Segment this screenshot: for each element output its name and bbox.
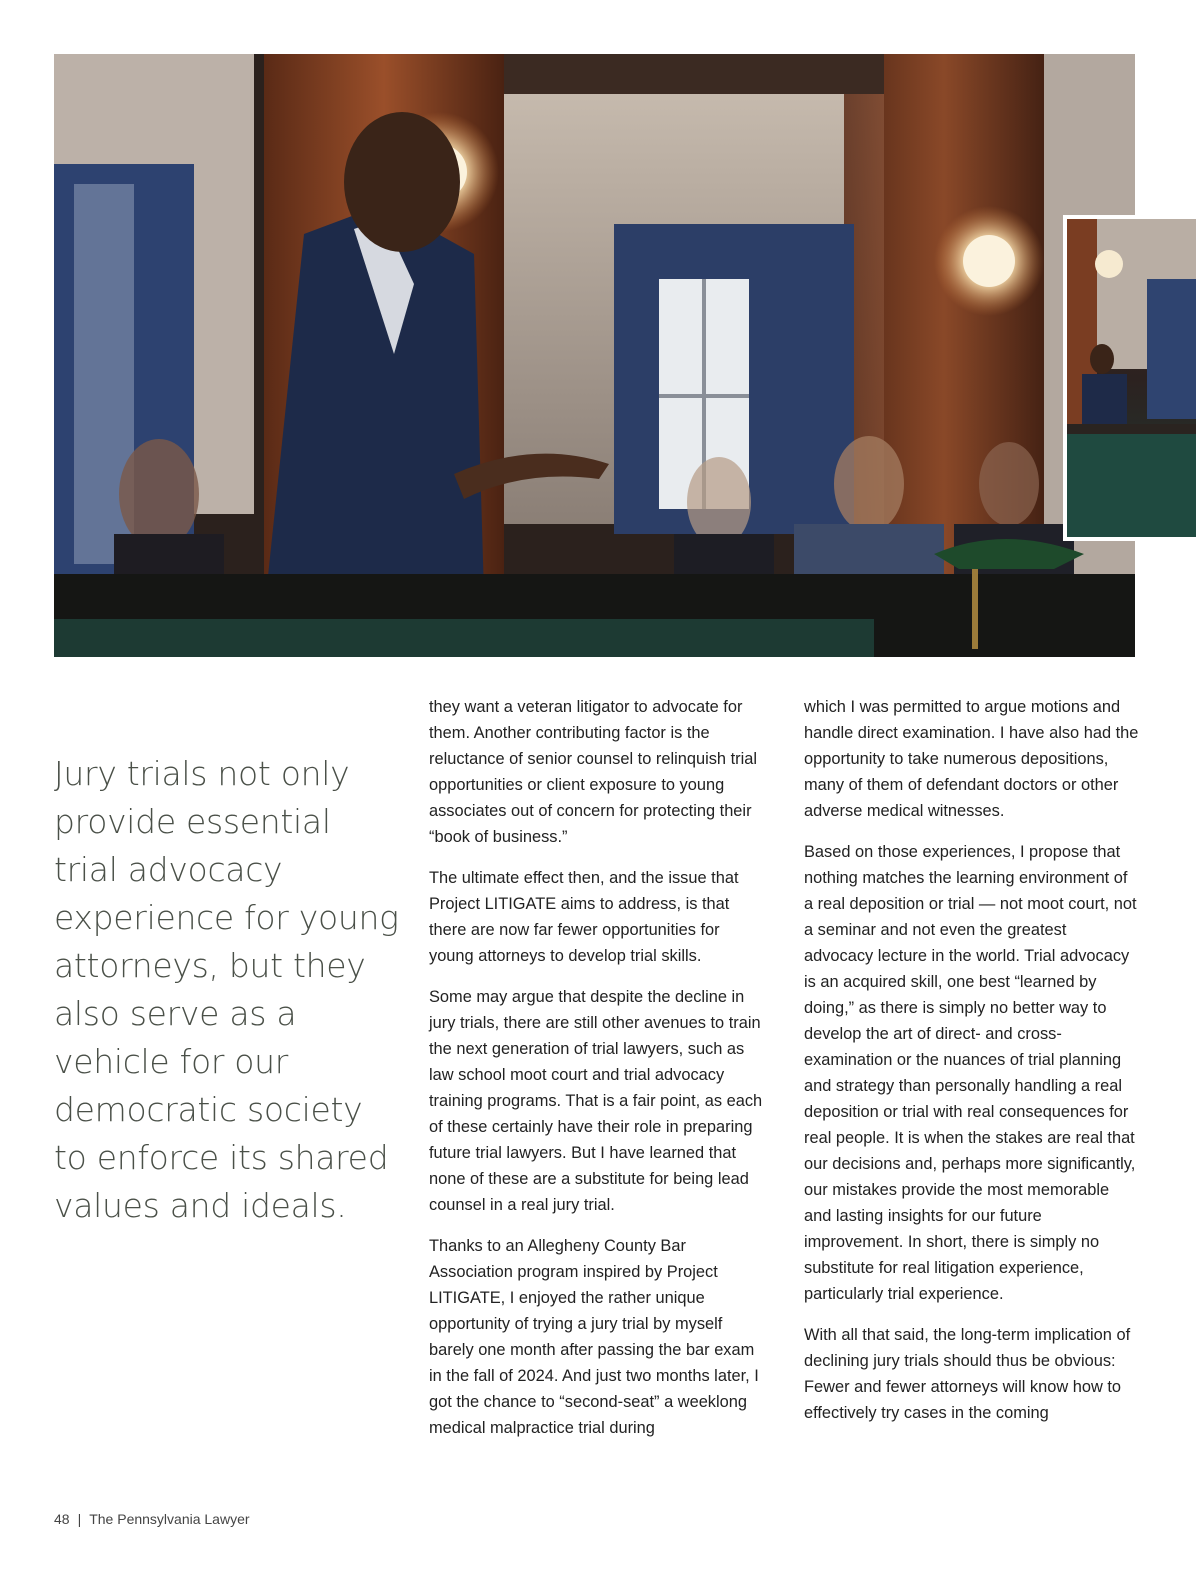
paragraph: With all that said, the long-term implication of declining jury trials should thus be obvious: Fewer and fewer attorneys will know how to effectively try cases in the coming (804, 1326, 1131, 1422)
article-column-1 (429, 694, 764, 1456)
page-number: 48 (54, 1511, 70, 1527)
publication-name: The Pennsylvania Lawyer (89, 1511, 250, 1527)
paragraph: they want a veteran litigator to advocate for them. Another contributing factor is the reluctance of senior counsel to relinquish trial opportunities or client exposure to young associates out of concern for protecting their “book of business.” (429, 698, 757, 846)
article-column-2 (804, 694, 1139, 1441)
paragraph: which I was permitted to argue motions and handle direct examination. I have also had the opportunity to take numerous depositions, many of them of defendant doctors or other adverse medical witnesses. (804, 698, 1139, 820)
courtroom-illustration (54, 54, 1135, 657)
paragraph: Some may argue that despite the decline in jury trials, there are still other avenues to train the next generation of trial lawyers, such as law school moot court and trial advocacy training programs. That is a fair point, as each of these certainly have their role in preparing future trial lawyers. But I have learned that none of these are a substitute for being lead counsel in a real jury trial. (429, 988, 763, 1214)
inset-photo (1063, 215, 1200, 541)
paragraph: Thanks to an Allegheny County Bar Association program inspired by Project LITIGATE, I enjoyed the rather unique opportunity of trying a jury trial by myself barely one month after passing the bar exam in the fall of 2024. And just two months later, I got the chance to “second-seat” a weeklong medical malpractice trial during (429, 1237, 759, 1437)
footer-separator: | (77, 1511, 82, 1527)
page-footer (54, 1511, 250, 1527)
paragraph: The ultimate effect then, and the issue that Project LITIGATE aims to address, is that there are now far fewer opportunities for young attorneys to develop trial skills. (429, 869, 739, 965)
inset-illustration (1067, 219, 1196, 537)
courtroom-photo (54, 54, 1135, 657)
pull-quote: Jury trials not only provide essential trial advocacy experience for young attorneys, but they also serve as a vehicle for our democratic society to enforce its shared values and ideals. (54, 754, 399, 1225)
paragraph: Based on those experiences, I propose that nothing matches the learning environment of a real deposition or trial — not moot court, not a seminar and not even the greatest advocacy lecture in the world. Trial advocacy is an acquired skill, one best “learned by doing,” as there is simply no better way to develop the art of direct- and cross-examination or the nuances of trial planning and strategy than personally handling a real deposition or trial with real consequences for real people. It is when the stakes are real that our decisions and, perhaps more significantly, our mistakes provide the most memorable and lasting insights for our future improvement. In short, there is simply no substitute for real litigation experience, particularly trial experience. (804, 843, 1137, 1303)
